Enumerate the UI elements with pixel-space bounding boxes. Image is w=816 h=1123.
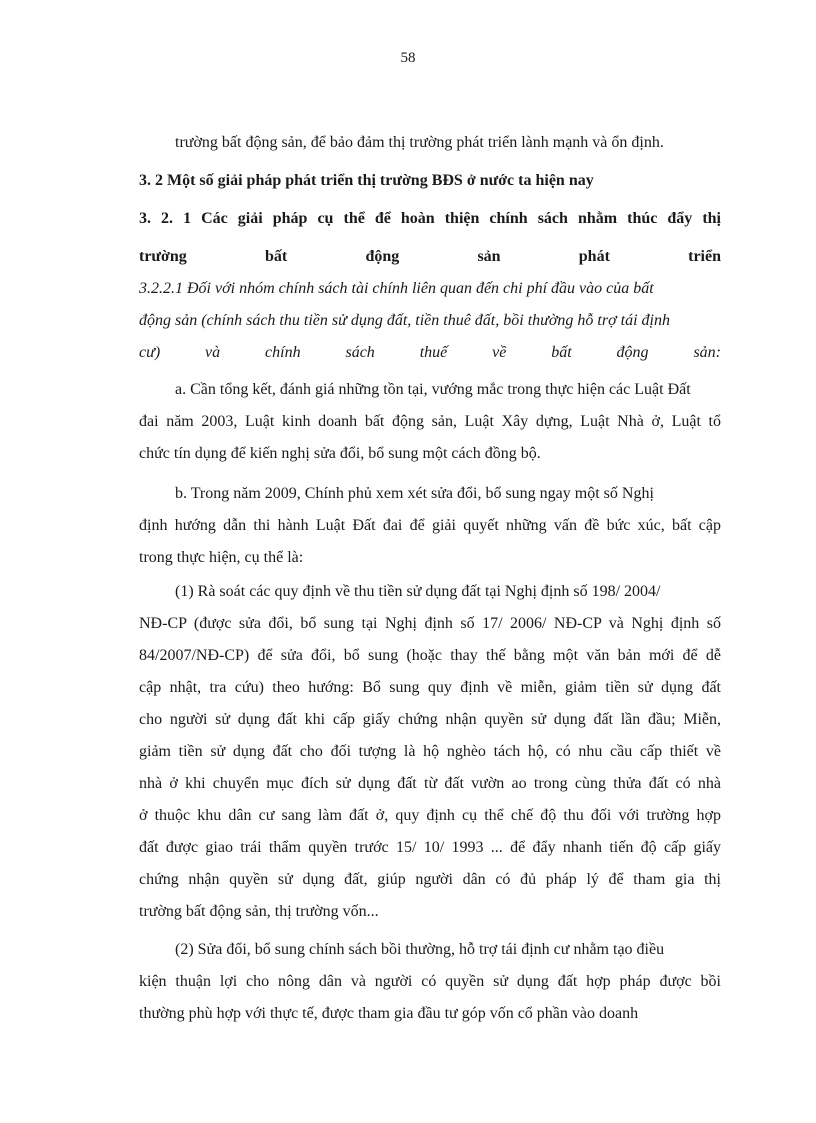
paragraph-line: trong thực hiện, cụ thể là: <box>139 549 304 566</box>
paragraph-line: (2) Sửa đổi, bổ sung chính sách bồi thường, hỗ trợ tái định cư nhằm tạo điều <box>175 941 665 958</box>
paragraph-line: đai năm 2003, Luật kinh doanh bất động sản, Luật Xây dựng, Luật Nhà ở, Luật tổ <box>139 413 721 430</box>
text-line: trường bất động sản, để bảo đảm thị trường phát triển lành mạnh và ổn định. <box>175 134 664 151</box>
paragraph-line: (1) Rà soát các quy định về thu tiền sử dụng đất tại Nghị định số 198/ 2004/ <box>175 583 661 600</box>
paragraph-line: NĐ-CP (được sửa đổi, bổ sung tại Nghị định số 17/ 2006/ NĐ-CP và Nghị định số <box>139 615 721 632</box>
paragraph-line: a. Cần tổng kết, đánh giá những tồn tại, vướng mắc trong thực hiện các Luật Đất <box>175 381 691 398</box>
page-number: 58 <box>400 50 416 66</box>
paragraph-line: kiện thuận lợi cho nông dân và người có quyền sử dụng đất hợp pháp được bồi <box>139 973 721 990</box>
paragraph-line: ở thuộc khu dân cư sang làm đất ở, quy định cụ thể chế độ thu đối với trường hợp <box>139 807 721 824</box>
paragraph-line: chứng nhận quyền sử dụng đất, giúp người dân có đủ pháp lý để tham gia thị <box>139 871 721 888</box>
paragraph-line: 84/2007/NĐ-CP) để sửa đổi, bổ sung (hoặc thay thế bằng một văn bản mới để dễ <box>139 647 721 664</box>
paragraph-line: trường bất động sản, thị trường vốn... <box>139 903 379 920</box>
paragraph-line: cập nhật, tra cứu) theo hướng: Bổ sung quy định về miễn, giảm tiền sử dụng đất <box>139 679 721 696</box>
subsection-heading: trường bất động sản phát triển <box>139 248 721 265</box>
italic-heading: 3.2.2.1 Đối với nhóm chính sách tài chính liên quan đến chi phí đầu vào của bất <box>139 280 654 297</box>
paragraph-line: giảm tiền sử dụng đất cho đối tượng là hộ nghèo tách hộ, có nhu cầu cấp thiết về <box>139 743 721 760</box>
section-heading: 3. 2 Một số giải pháp phát triển thị trường BĐS ở nước ta hiện nay <box>139 172 594 189</box>
paragraph-line: đất được giao trái thẩm quyền trước 15/ 10/ 1993 ... để đẩy nhanh tiến độ cấp giấy <box>139 839 721 856</box>
paragraph-line: nhà ở khi chuyển mục đích sử dụng đất từ đất vườn ao trong cùng thửa đất có nhà <box>139 775 721 792</box>
italic-heading: động sản (chính sách thu tiền sử dụng đất, tiền thuê đất, bồi thường hỗ trợ tái định <box>139 312 670 329</box>
paragraph-line: chức tín dụng để kiến nghị sửa đổi, bổ sung một cách đồng bộ. <box>139 445 541 462</box>
paragraph-line: thường phù hợp với thực tế, được tham gia đầu tư góp vốn cổ phần vào doanh <box>139 1005 639 1022</box>
paragraph-line: cho người sử dụng đất khi cấp giấy chứng nhận quyền sử dụng đất lần đầu; Miễn, <box>139 711 721 728</box>
paragraph-line: định hướng dẫn thi hành Luật Đất đai để giải quyết những vấn đề bức xúc, bất cập <box>139 517 721 534</box>
paragraph-line: b. Trong năm 2009, Chính phủ xem xét sửa đổi, bổ sung ngay một số Nghị <box>175 485 654 502</box>
italic-heading: cư) và chính sách thuế về bất động sản: <box>139 344 721 361</box>
subsection-heading: 3. 2. 1 Các giải pháp cụ thể để hoàn thiện chính sách nhằm thúc đẩy thị <box>139 210 721 227</box>
